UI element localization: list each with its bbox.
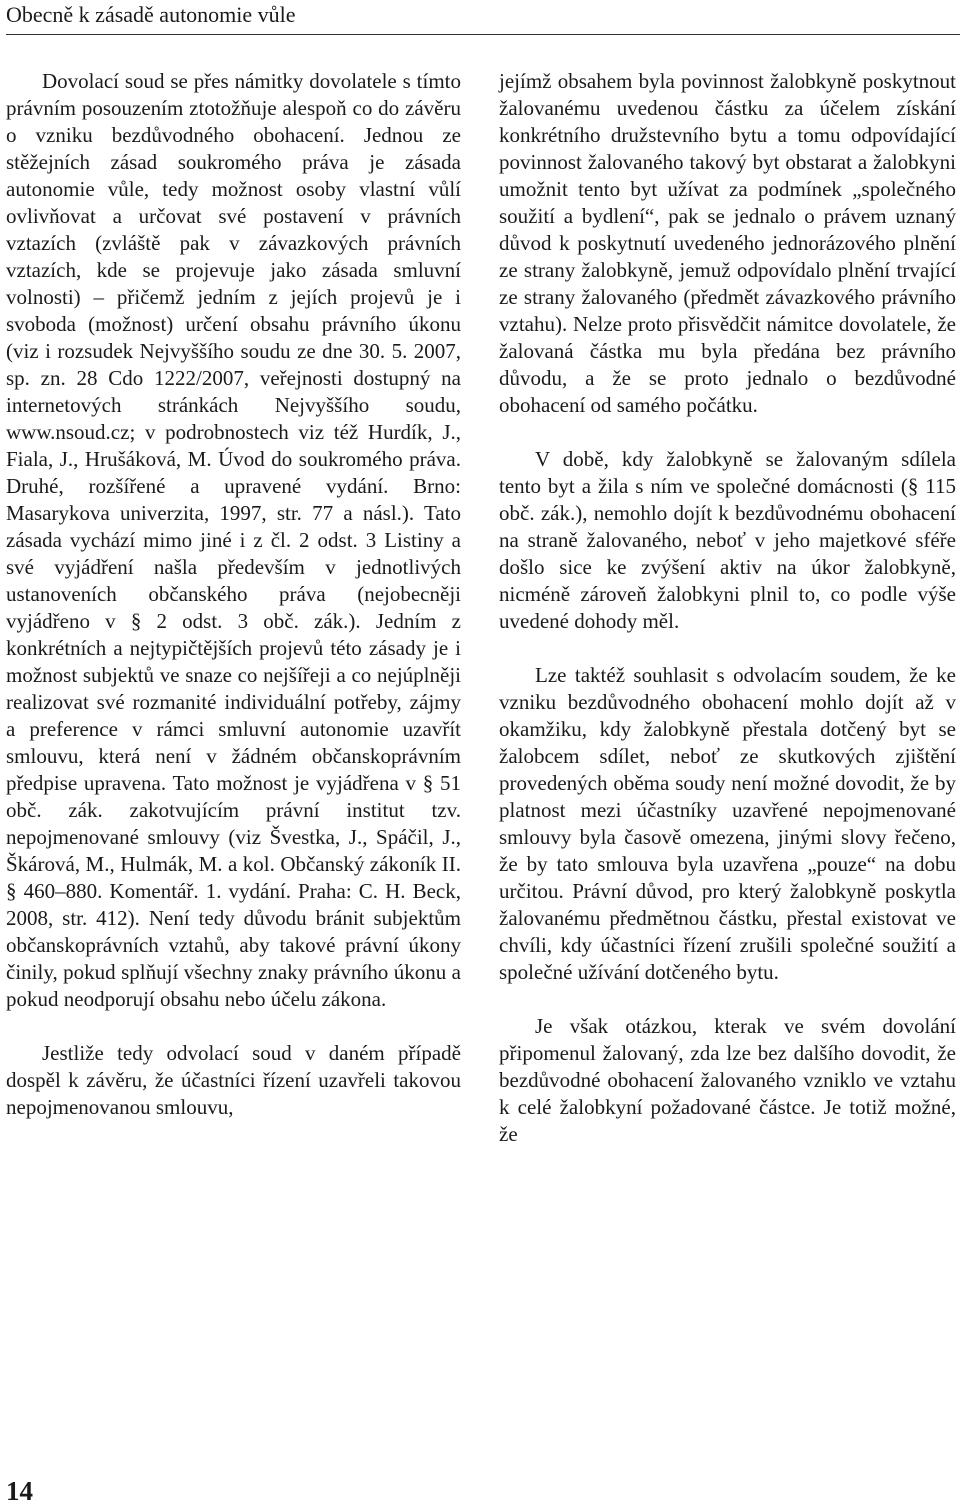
left-column bbox=[6, 68, 461, 1121]
right-paragraph-4: Je však otázkou, kterak ve svém dovolání připomenul žalovaný, zda lze bez dalšího dovodit, že bezdůvodné obohacení žalovaného vzniklo ve vztahu k celé žalobkyní požadované částce. Je totiž možné, že bbox=[499, 1014, 956, 1146]
left-paragraph-2: Jestliže tedy odvolací soud v daném případě dospěl k závěru, že účastníci řízení uzavřeli takovou nepojmenovanou smlouvu, bbox=[6, 1041, 461, 1119]
running-head bbox=[6, 0, 960, 35]
running-head-title: Obecně k zásadě autonomie vůle bbox=[6, 2, 296, 27]
right-column bbox=[499, 68, 956, 1148]
right-paragraph-1: jejímž obsahem byla povinnost žalobkyně poskytnout žalovanému uvedenou částku za účelem získání konkrétního družstevního bytu a tomu odpovídající povinnost žalovaného takový byt obstarat a žalobkyni umožnit tento byt užívat za podmínek „společného soužití a bydlení“, pak se jednalo o právem uznaný důvod k poskytnutí uvedeného jednorázového plnění ze strany žalobkyně, jemuž odpovídalo plnění trvající ze strany žalovaného (předmět závazkového právního vztahu). Nelze proto přisvědčit námitce dovolatele, že žalovaná částka mu byla předána bez právního důvodu, a že se proto jednalo o bezdůvodné obohacení od samého počátku. bbox=[499, 69, 956, 417]
left-paragraph-1: Dovolací soud se přes námitky dovolatele s tímto právním posouzením ztotožňuje alespoň co do závěru o vzniku bezdůvodného obohacení. Jednou ze stěžejních zásad soukromého práva je zásada autonomie vůle, tedy možnost osoby vlastní vůlí ovlivňovat a určovat své postavení v právních vztazích (zvláště pak v závazkových právních vztazích, kde se projevuje jako zásada smluvní volnosti) – přičemž jedním z jejích projevů je i svoboda (možnost) určení obsahu právního úkonu (viz i rozsudek Nejvyššího soudu ze dne 30. 5. 2007, sp. zn. 28 Cdo 1222/2007, veřejnosti dostupný na internetových stránkách Nejvyššího soudu, www.nsoud.cz; v podrobnostech viz též Hurdík, J., Fiala, J., Hrušáková, M. Úvod do soukromého práva. Druhé, rozšířené a upravené vydání. Brno: Masarykova univerzita, 1997, str. 77 a násl.). Tato zásada vychází mimo jiné i z čl. 2 odst. 3 Listiny a své vyjádření našla především v jednotlivých ustanoveních občanského práva (nejobecněji vyjádřeno v § 2 odst. 3 obč. zák.). Jedním z konkrétních a nejtypičtějších projevů této zásady je i možnost subjektů ve snaze co nejšířeji a co nejúplněji realizovat své rozmanité individuální potřeby, zájmy a preference v rámci smluvní autonomie uzavřít smlouvu, která není v žádném občanskoprávním předpise upravena. Tato možnost je vyjádřena v § 51 obč. zák. zakotvujícím právní institut tzv. nepojmenované smlouvy (viz Švestka, J., Spáčil, J., Škárová, M., Hulmák, M. a kol. Občanský zákoník II. § 460–880. Komentář. 1. vydání. Praha: C. H. Beck, 2008, str. 412). Není tedy důvodu bránit subjektům občanskoprávních vztahů, aby takové právní úkony činily, pokud splňují všechny znaky právního úkonu a pokud neodporují obsahu nebo účelu zákona. bbox=[6, 69, 461, 1011]
page-number: 14 bbox=[6, 1476, 33, 1506]
right-paragraph-3: Lze taktéž souhlasit s odvolacím soudem, že ke vzniku bezdůvodného obohacení mohlo dojít až v okamžiku, kdy žalobkyně přestala dotčený byt se žalobcem sdílet, neboť ze skutkových zjištění provedených oběma soudy není možné dovodit, že by platnost mezi účastníky uzavřené nepojmenované smlouvy byla časově omezena, jinými slovy řečeno, že by tato smlouva byla uzavřena „pouze“ na dobu určitou. Právní důvod, pro který žalobkyně poskytla žalovanému předmětnou částku, přestal existovat ve chvíli, kdy účastníci řízení zrušili společné soužití a společné užívání dotčeného bytu. bbox=[499, 663, 956, 984]
right-paragraph-2: V době, kdy žalobkyně se žalovaným sdílela tento byt a žila s ním ve společné domácnosti (§ 115 obč. zák.), nemohlo dojít k bezdůvodnému obohacení na straně žalovaného, neboť v jeho majetkové sféře došlo sice ke zvýšení aktiv na úkor žalobkyně, nicméně zároveň žalobkyni plnil to, co podle výše uvedené dohody měl. bbox=[499, 447, 956, 633]
